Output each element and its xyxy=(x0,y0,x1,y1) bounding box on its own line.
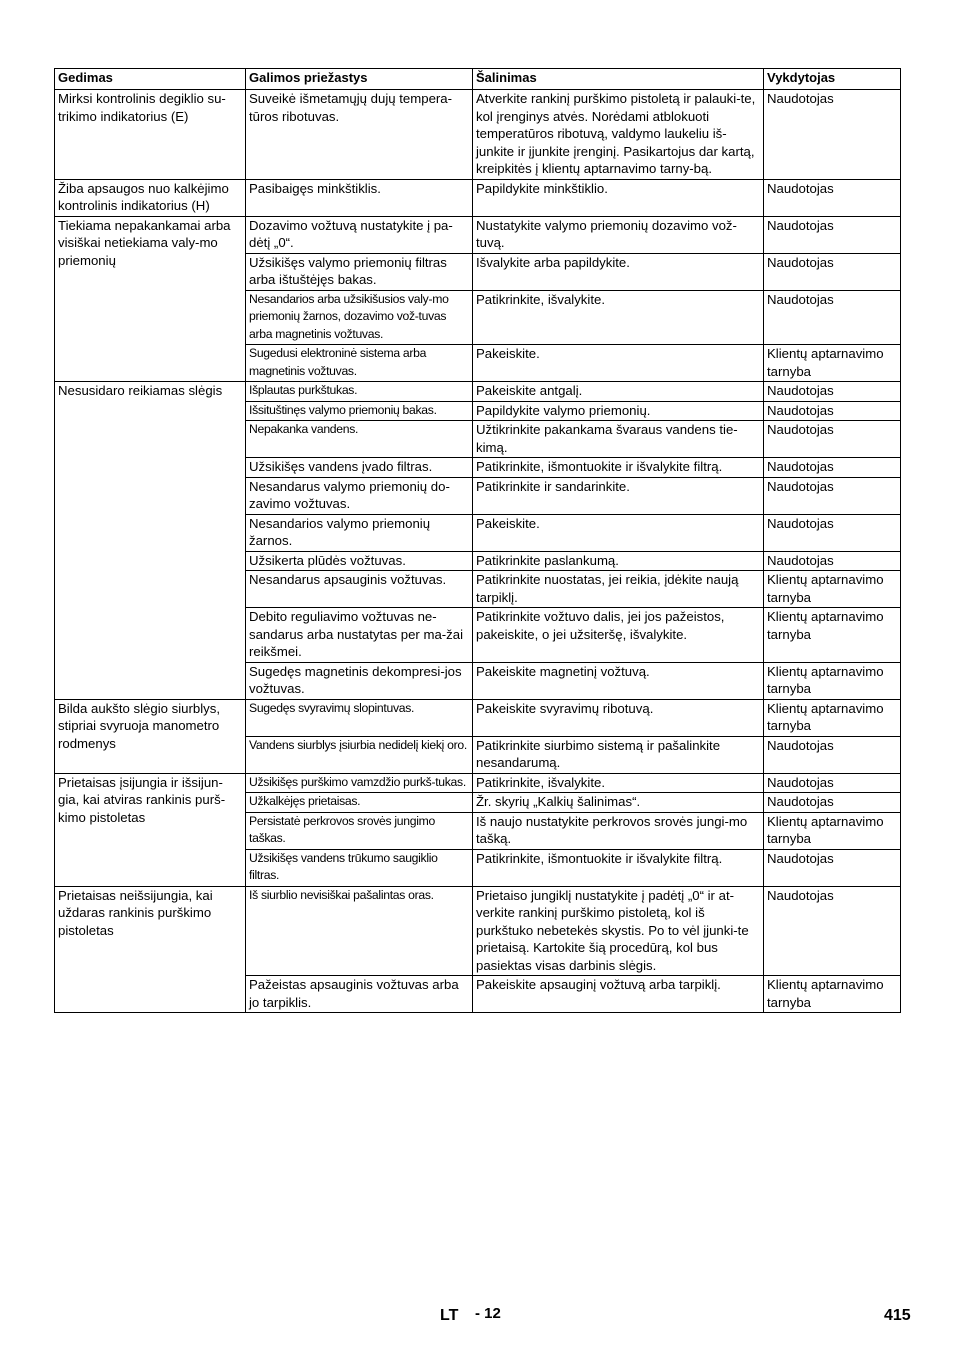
remedy-cell: Patikrinkite ir sandarinkite. xyxy=(473,477,764,514)
performed-by-cell: Naudotojas xyxy=(764,551,901,571)
fault-cell: Prietaisas įsijungia ir išsijun-gia, kai atviras rankinis purš-kimo pistoletas xyxy=(55,773,246,886)
performed-by-cell: Klientų aptarnavimo tarnyba xyxy=(764,608,901,663)
cause-cell: Suveikė išmetamųjų dujų tempera-tūros ribotuvas. xyxy=(246,90,473,180)
remedy-cell: Patikrinkite paslankumą. xyxy=(473,551,764,571)
remedy-cell: Patikrinkite nuostatas, jei reikia, įdėkite naują tarpiklį. xyxy=(473,571,764,608)
fault-cell: Mirksi kontrolinis degiklio su-trikimo indikatorius (E) xyxy=(55,90,246,180)
cause-cell: Persistatė perkrovos srovės jungimo taškas. xyxy=(246,812,473,849)
remedy-cell: Pakeiskite. xyxy=(473,514,764,551)
cause-cell: Sugedusi elektroninė sistema arba magnetinis vožtuvas. xyxy=(246,345,473,382)
cause-cell: Nepakanka vandens. xyxy=(246,421,473,458)
performed-by-cell: Naudotojas xyxy=(764,216,901,253)
cause-cell: Sugedęs magnetinis dekompresi-jos vožtuvas. xyxy=(246,662,473,699)
remedy-cell: Patikrinkite, išmontuokite ir išvalykite filtrą. xyxy=(473,849,764,886)
performed-by-cell: Klientų aptarnavimo tarnyba xyxy=(764,699,901,736)
remedy-cell: Patikrinkite, išmontuokite ir išvalykite filtrą. xyxy=(473,458,764,478)
fault-cell: Žiba apsaugos nuo kalkėjimo kontrolinis indikatorius (H) xyxy=(55,179,246,216)
troubleshooting-table xyxy=(54,68,901,1013)
performed-by-cell: Naudotojas xyxy=(764,849,901,886)
remedy-cell: Patikrinkite, išvalykite. xyxy=(473,773,764,793)
table-row xyxy=(55,699,901,736)
cause-cell: Vandens siurblys įsiurbia nedidelį kiekį oro. xyxy=(246,736,473,773)
performed-by-cell: Naudotojas xyxy=(764,736,901,773)
cause-cell: Pasibaigęs minkštiklis. xyxy=(246,179,473,216)
cause-cell: Išplautas purkštukas. xyxy=(246,382,473,402)
table-row xyxy=(55,886,901,976)
remedy-cell: Atverkite rankinį purškimo pistoletą ir palauki-te, kol įrenginys atvės. Norėdami atblokuoti temperatūros ribotuvą, valdymo laukeliu iš-junkite ir įjunkite įrenginį. Pasikartojus dar kartą, kreipkitės į klientų aptarnavimo tarny-bą. xyxy=(473,90,764,180)
performed-by-cell: Naudotojas xyxy=(764,401,901,421)
remedy-cell: Patikrinkite vožtuvo dalis, jei jos pažeistos, pakeiskite, o jei užsiteršę, išvalykite. xyxy=(473,608,764,663)
remedy-cell: Nustatykite valymo priemonių dozavimo vož-tuvą. xyxy=(473,216,764,253)
remedy-cell: Užtikrinkite pakankama švaraus vandens tie-kimą. xyxy=(473,421,764,458)
table-row xyxy=(55,382,901,402)
cause-cell: Išsituštinęs valymo priemonių bakas. xyxy=(246,401,473,421)
performed-by-cell: Naudotojas xyxy=(764,179,901,216)
performed-by-cell: Klientų aptarnavimo tarnyba xyxy=(764,812,901,849)
cause-cell: Nesandarus apsauginis vožtuvas. xyxy=(246,571,473,608)
cause-cell: Užsikišęs valymo priemonių filtras arba ištuštėjęs bakas. xyxy=(246,253,473,290)
table-row xyxy=(55,773,901,793)
remedy-cell: Patikrinkite siurbimo sistemą ir pašalinkite nesandarumą. xyxy=(473,736,764,773)
cause-cell: Iš siurblio nevisiškai pašalintas oras. xyxy=(246,886,473,976)
remedy-cell: Pakeiskite apsauginį vožtuvą arba tarpiklį. xyxy=(473,976,764,1013)
footer-total-page: 415 xyxy=(884,1307,911,1324)
cause-cell: Užsikerta plūdės vožtuvas. xyxy=(246,551,473,571)
remedy-cell: Patikrinkite, išvalykite. xyxy=(473,290,764,345)
remedy-cell: Pakeiskite antgalį. xyxy=(473,382,764,402)
footer-page-number: - 12 xyxy=(475,1305,501,1322)
cause-cell: Sugedęs svyravimų slopintuvas. xyxy=(246,699,473,736)
cause-cell: Užsikišęs purškimo vamzdžio purkš-tukas. xyxy=(246,773,473,793)
performed-by-cell: Naudotojas xyxy=(764,421,901,458)
remedy-cell: Iš naujo nustatykite perkrovos srovės jungi-mo tašką. xyxy=(473,812,764,849)
performed-by-cell: Klientų aptarnavimo tarnyba xyxy=(764,345,901,382)
performed-by-cell: Naudotojas xyxy=(764,290,901,345)
remedy-cell: Išvalykite arba papildykite. xyxy=(473,253,764,290)
performed-by-cell: Naudotojas xyxy=(764,886,901,976)
cause-cell: Nesandarios valymo priemonių žarnos. xyxy=(246,514,473,551)
fault-cell: Nesusidaro reikiamas slėgis xyxy=(55,382,246,700)
header-fault: Gedimas xyxy=(55,69,246,90)
cause-cell: Nesandarios arba užsikišusios valy-mo priemonių žarnos, dozavimo vož-tuvas arba magnetinis vožtuvas. xyxy=(246,290,473,345)
fault-cell: Tiekiama nepakankamai arba visiškai netiekiama valy-mo priemonių xyxy=(55,216,246,382)
table-body xyxy=(55,90,901,1013)
remedy-cell: Pakeiskite svyravimų ribotuvą. xyxy=(473,699,764,736)
table-row xyxy=(55,179,901,216)
header-remedy: Šalinimas xyxy=(473,69,764,90)
performed-by-cell: Naudotojas xyxy=(764,477,901,514)
performed-by-cell: Naudotojas xyxy=(764,458,901,478)
cause-cell: Užsikišęs vandens įvado filtras. xyxy=(246,458,473,478)
remedy-cell: Prietaiso jungiklį nustatykite į padėtį „0“ ir at-verkite rankinį purškimo pistoletą, kol iš purkštuko nebetekės skystis. Po to vėl įjunki-te prietaisą. Kartokite šią procedūrą, kol bus pasiektas visas darbinis slėgis. xyxy=(473,886,764,976)
cause-cell: Užsikišęs vandens trūkumo saugiklio filtras. xyxy=(246,849,473,886)
performed-by-cell: Klientų aptarnavimo tarnyba xyxy=(764,662,901,699)
remedy-cell: Pakeiskite. xyxy=(473,345,764,382)
troubleshooting-table-container xyxy=(54,68,900,1013)
remedy-cell: Papildykite minkštiklio. xyxy=(473,179,764,216)
table-header-row xyxy=(55,69,901,90)
header-performed-by: Vykdytojas xyxy=(764,69,901,90)
remedy-cell: Žr. skyrių „Kalkių šalinimas“. xyxy=(473,793,764,813)
footer-language: LT xyxy=(440,1307,459,1324)
cause-cell: Debito reguliavimo vožtuvas ne-sandarus arba nustatytas per ma-žai reikšmei. xyxy=(246,608,473,663)
performed-by-cell: Naudotojas xyxy=(764,253,901,290)
performed-by-cell: Naudotojas xyxy=(764,514,901,551)
performed-by-cell: Klientų aptarnavimo tarnyba xyxy=(764,571,901,608)
cause-cell: Užkalkėjęs prietaisas. xyxy=(246,793,473,813)
fault-cell: Prietaisas neišsijungia, kai uždaras rankinis purškimo pistoletas xyxy=(55,886,246,1013)
cause-cell: Nesandarus valymo priemonių do-zavimo vožtuvas. xyxy=(246,477,473,514)
header-cause: Galimos priežastys xyxy=(246,69,473,90)
remedy-cell: Papildykite valymo priemonių. xyxy=(473,401,764,421)
performed-by-cell: Naudotojas xyxy=(764,773,901,793)
performed-by-cell: Naudotojas xyxy=(764,90,901,180)
table-row xyxy=(55,216,901,253)
remedy-cell: Pakeiskite magnetinį vožtuvą. xyxy=(473,662,764,699)
cause-cell: Pažeistas apsauginis vožtuvas arba jo tarpiklis. xyxy=(246,976,473,1013)
performed-by-cell: Naudotojas xyxy=(764,382,901,402)
table-row xyxy=(55,90,901,180)
fault-cell: Bilda aukšto slėgio siurblys, stipriai svyruoja manometro rodmenys xyxy=(55,699,246,773)
performed-by-cell: Naudotojas xyxy=(764,793,901,813)
performed-by-cell: Klientų aptarnavimo tarnyba xyxy=(764,976,901,1013)
cause-cell: Dozavimo vožtuvą nustatykite į pa-dėtį „0“. xyxy=(246,216,473,253)
